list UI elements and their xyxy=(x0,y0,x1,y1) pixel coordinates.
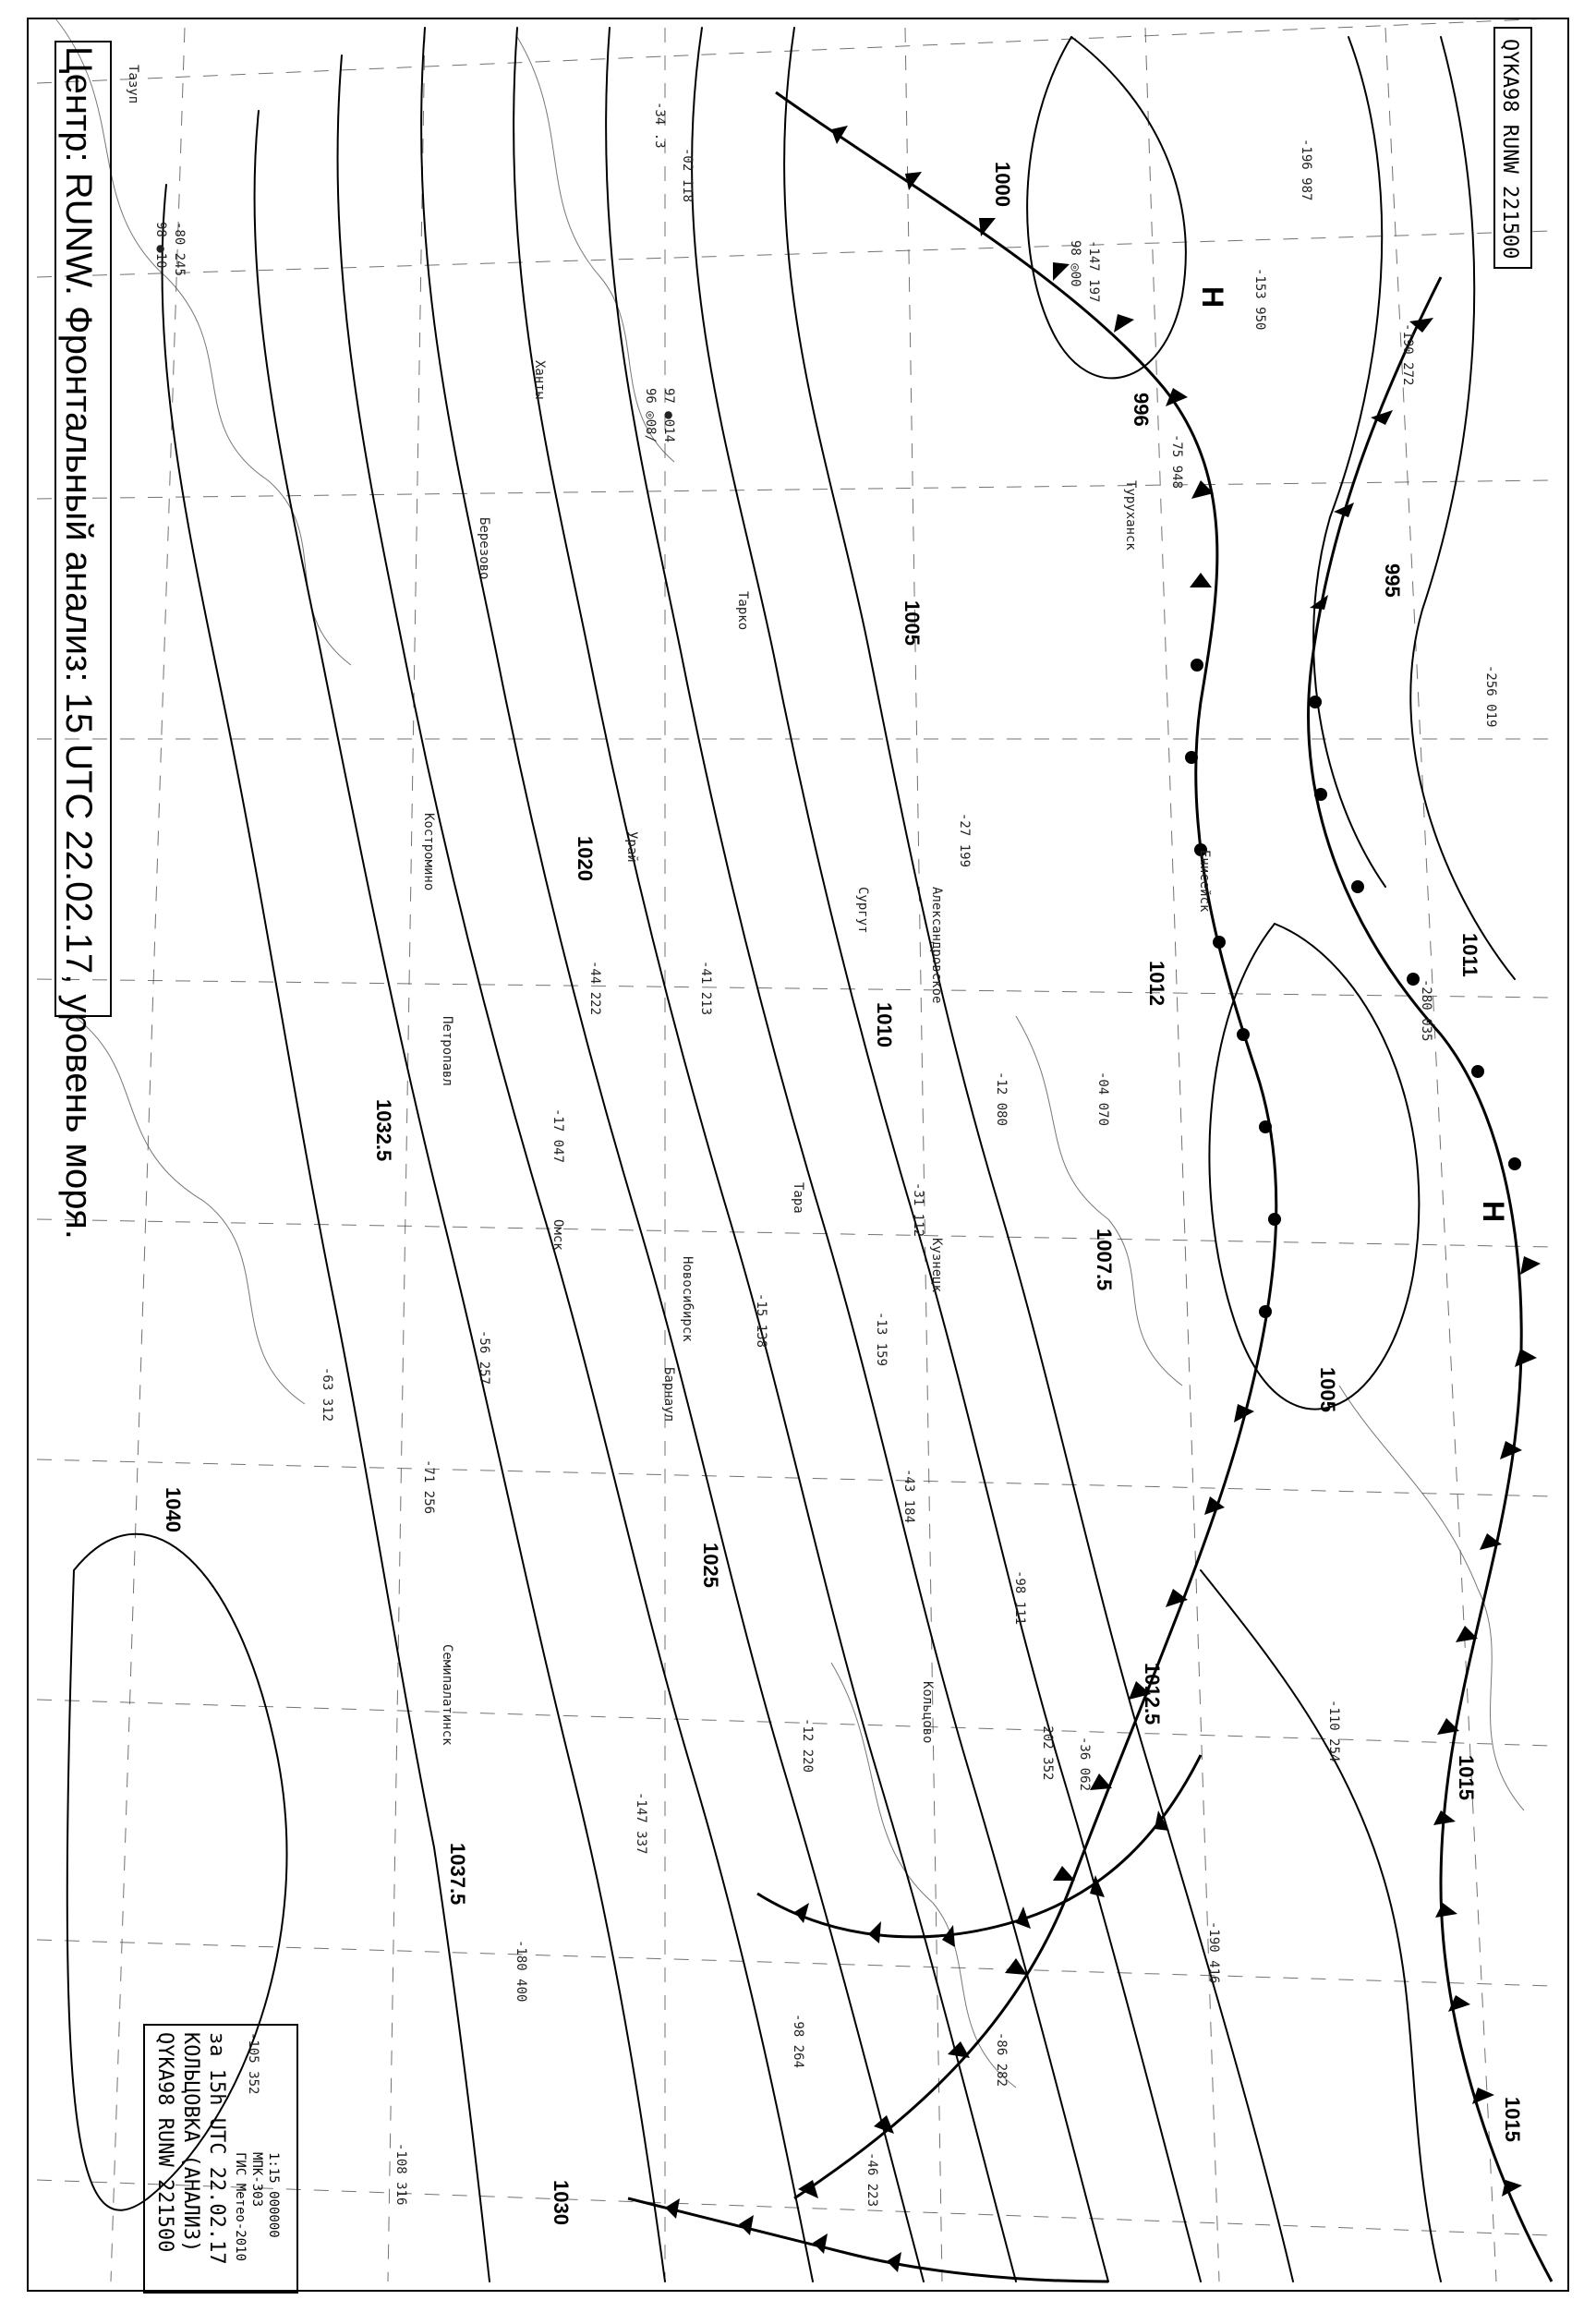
isobar-label: 1037.5 xyxy=(446,1843,469,1906)
isobar-label: 1000 xyxy=(991,162,1014,207)
isobar-label: 1007.5 xyxy=(1093,1229,1116,1291)
header-stamp xyxy=(1494,28,1531,268)
isobar-label: 1015 xyxy=(1501,2097,1524,2142)
low-pressure-center: Н xyxy=(1196,286,1229,309)
isobar-label: 996 xyxy=(1130,393,1153,427)
station-plot: -46 223 xyxy=(864,2152,879,2208)
station-plot: -04 070 xyxy=(1095,1071,1110,1127)
station-plot: -43 184 xyxy=(901,1469,916,1524)
place-label: Сургут xyxy=(855,887,870,934)
footer-stamp-credit1: ГИС Метео-2010 xyxy=(233,2152,248,2262)
station-plot: -27 199 xyxy=(957,813,972,868)
station-plot: -98 111 xyxy=(1012,1570,1027,1626)
place-label: Березово xyxy=(477,517,491,580)
place-labels xyxy=(126,65,1212,1746)
station-plot: -56 257 xyxy=(477,1330,491,1386)
isobar-label: 1012 xyxy=(1145,961,1168,1006)
isobar-label: 1040 xyxy=(162,1487,185,1532)
footer-stamp-line3: за 15h UTC 22.02.17 xyxy=(205,2032,228,2265)
header-stamp-text: QYKA98 RUNW 221500 xyxy=(1498,39,1521,260)
footer-stamp xyxy=(144,2025,297,2293)
isobar-label: 1015 xyxy=(1455,1755,1478,1800)
station-plot: -147 197 xyxy=(1086,240,1101,303)
isobar-label: 1025 xyxy=(699,1543,722,1588)
map-grid xyxy=(37,18,1552,2282)
station-plot: -41 213 xyxy=(698,961,713,1016)
isobar-label: 1012.5 xyxy=(1141,1663,1164,1725)
isobar-label: 1005 xyxy=(1316,1367,1339,1412)
station-plot: -147 337 xyxy=(634,1792,648,1855)
station-plot: 96 ◎08/ xyxy=(643,388,658,443)
isobars xyxy=(67,28,1515,2282)
station-plot: -153 950 xyxy=(1252,268,1267,331)
place-label: Тара xyxy=(791,1182,805,1214)
station-plot: -15 138 xyxy=(754,1293,768,1349)
station-plot: 98 ◎00 xyxy=(1068,240,1082,287)
station-plot: -108 316 xyxy=(393,2143,408,2206)
place-label: Александровское xyxy=(929,887,944,1004)
station-plot: -86 282 xyxy=(994,2032,1009,2088)
fronts xyxy=(628,92,1552,2282)
place-label: Костромино xyxy=(421,813,436,891)
place-label: Урай xyxy=(624,831,639,863)
place-label: Тарко xyxy=(735,591,750,631)
isobar-label: 1010 xyxy=(873,1002,896,1047)
low-pressure-center: Н xyxy=(1477,1201,1510,1223)
station-plot: -180 400 xyxy=(514,1940,528,2003)
station-plot: -12 080 xyxy=(994,1071,1009,1127)
place-label: Кольцово xyxy=(920,1681,935,1744)
place-label: Тазуп xyxy=(126,65,140,104)
station-plot: -190 416 xyxy=(1206,1921,1221,1984)
station-plot: -36 062 xyxy=(1077,1737,1092,1792)
station-plot: -75 948 xyxy=(1169,434,1184,490)
station-plot: -17 047 xyxy=(550,1108,565,1164)
station-plot: -105 352 xyxy=(246,2032,260,2095)
place-label: Омск xyxy=(550,1219,565,1251)
place-label: Петропавл xyxy=(440,1016,454,1086)
place-label: Ханты xyxy=(532,360,547,400)
place-label: Енисейск xyxy=(1197,850,1212,913)
station-plot: -280 035 xyxy=(1419,979,1433,1042)
station-plot: -02 118 xyxy=(680,148,695,203)
place-label: Барнаул xyxy=(661,1367,676,1422)
isobar-label: 1011 xyxy=(1458,933,1481,977)
station-plot: -34 .3 xyxy=(652,102,667,149)
station-plot: -13 159 xyxy=(874,1312,889,1367)
pressure-centers xyxy=(1196,286,1510,1222)
station-plot: 97 ●014 xyxy=(661,388,676,443)
map-title: Центр: RUNW. Фронтальный анализ: 15 UTC 22.02.17, уровень моря. xyxy=(58,46,99,1240)
station-plot: -71 256 xyxy=(421,1459,436,1515)
place-label: Семипалатинск xyxy=(440,1644,454,1746)
footer-stamp-credit3: 1:15 000000 xyxy=(266,2152,281,2238)
station-plot: -202 352 xyxy=(1040,1718,1055,1781)
footer-stamp-line1: QYKA98 RUNW 221500 xyxy=(153,2032,176,2253)
station-plot: -256 019 xyxy=(1483,665,1498,728)
title-block xyxy=(55,42,111,1240)
isobar-label: 1005 xyxy=(901,600,924,646)
station-plot: -31 112 xyxy=(911,1182,925,1238)
place-label: Новосибирск xyxy=(680,1256,695,1342)
station-plot: 98 ●10 xyxy=(153,222,168,269)
isobar-label: 1030 xyxy=(550,2180,573,2225)
isobar-label: 1020 xyxy=(574,836,597,881)
footer-stamp-line2: КОЛЬЦОВКА (АНАЛИЗ) xyxy=(179,2032,202,2253)
station-plots xyxy=(153,102,1498,2207)
place-label: Кузнецк xyxy=(929,1238,944,1293)
isobar-labels xyxy=(162,162,1524,2225)
station-plot: -196 987 xyxy=(1299,139,1313,201)
map-border xyxy=(28,18,1568,2291)
coastlines xyxy=(55,18,1524,2088)
isobar-label: 1032.5 xyxy=(372,1099,395,1162)
station-plot: -98 264 xyxy=(791,2014,805,2069)
station-plot: -44 222 xyxy=(587,961,602,1016)
station-plot: -63 312 xyxy=(320,1367,334,1422)
isobar-label: 995 xyxy=(1381,563,1404,598)
place-label: Туруханск xyxy=(1123,480,1138,551)
station-plot: -12 220 xyxy=(800,1718,815,1773)
station-plot: -110 254 xyxy=(1326,1700,1341,1762)
station-plot: -190 272 xyxy=(1400,323,1415,386)
footer-stamp-credit2: МПК-303 xyxy=(249,2152,264,2208)
station-plot: -80 245 xyxy=(172,222,187,277)
